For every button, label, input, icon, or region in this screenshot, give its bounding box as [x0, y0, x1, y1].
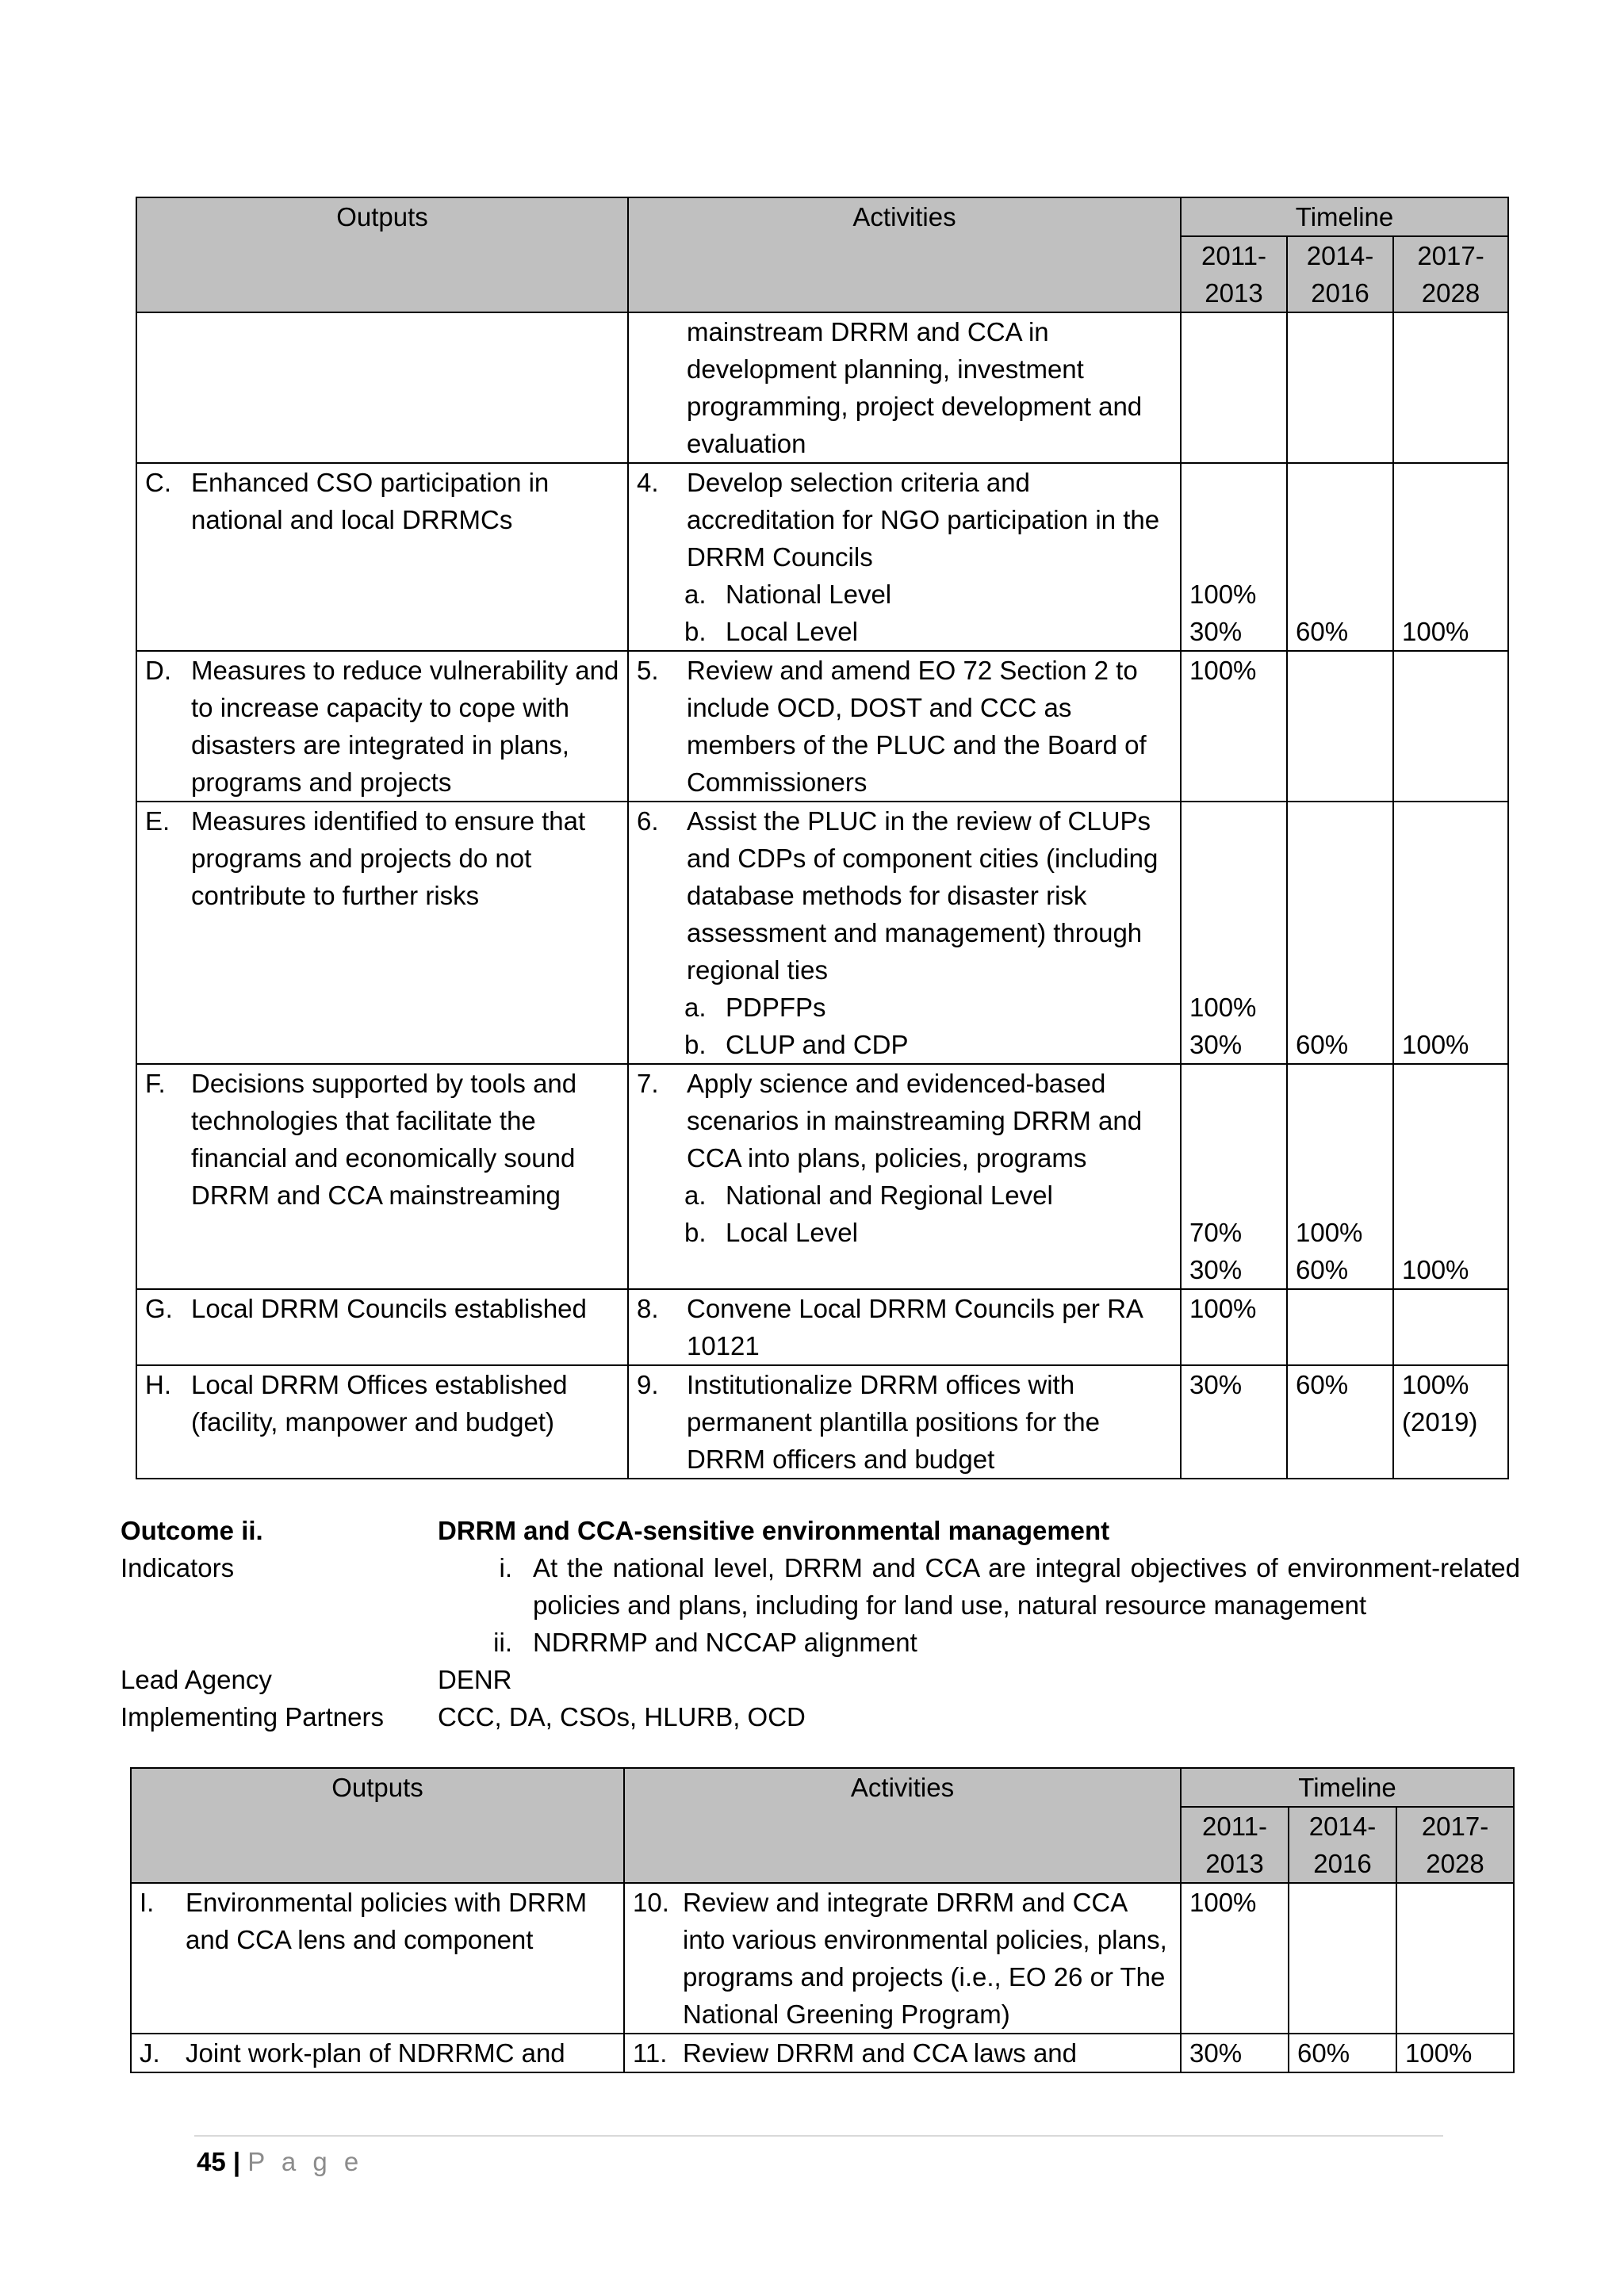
output-text: Local DRRM Offices established (facility, manpower and budget) — [191, 1370, 568, 1437]
activity-cell — [628, 651, 1181, 802]
timeline-cell — [1393, 463, 1508, 651]
sub-letter: a. — [684, 580, 707, 609]
timeline-cell — [1181, 802, 1287, 1064]
partners-row — [121, 1698, 1520, 1735]
lead-agency-label: Lead Agency — [121, 1665, 272, 1694]
timeline-cell — [1287, 463, 1393, 651]
output-text: Measures identified to ensure that programs and projects do not contribute to further risks — [191, 806, 586, 910]
output-letter: J. — [140, 2038, 160, 2068]
timeline-cell — [1393, 802, 1508, 1064]
activity-text: Develop selection criteria and accreditation for NGO participation in the DRRM Councils — [687, 468, 1160, 572]
outputs-header: Outputs — [136, 197, 628, 312]
period-header: 2011-2013 — [1181, 236, 1287, 312]
activity-text: Apply science and evidenced-based scenarios in mainstreaming DRRM and CCA into plans, policies, programs — [687, 1069, 1143, 1173]
lead-agency-value: DENR — [438, 1665, 512, 1694]
period-header: 2011-2013 — [1181, 1807, 1289, 1883]
timeline-cell: 60% — [1287, 1365, 1393, 1479]
indicator-text: At the national level, DRRM and CCA are integral objectives of environment-related policies and plans, including for land use, natural resource management — [533, 1553, 1520, 1620]
output-cell — [136, 1289, 628, 1365]
indicator-roman: i. — [499, 1553, 512, 1582]
activity-cell — [628, 1064, 1181, 1289]
output-cell — [136, 651, 628, 802]
sub-letter: b. — [684, 1218, 707, 1247]
indicator-roman: ii. — [493, 1628, 512, 1657]
timeline-value: 100% — [1402, 617, 1469, 646]
timeline-value — [1402, 576, 1500, 613]
timeline-value: 100% — [1402, 1030, 1469, 1059]
activity-text: Review DRRM and CCA laws and — [683, 2038, 1078, 2068]
timeline-cell — [1287, 651, 1393, 802]
timeline-cell: 100% — [1396, 2034, 1514, 2072]
timeline-value: 60% — [1296, 617, 1349, 646]
activities-header: Activities — [624, 1768, 1181, 1883]
timeline-cell — [1287, 1289, 1393, 1365]
activity-text: Review and amend EO 72 Section 2 to include OCD, DOST and CCC as members of the PLUC and the Board of Commissioners — [687, 656, 1147, 797]
timeline-value — [1402, 1214, 1500, 1251]
activity-cell — [628, 1365, 1181, 1479]
sub-text: National and Regional Level — [726, 1181, 1053, 1210]
sub-text: CLUP and CDP — [726, 1030, 909, 1059]
timeline-value: 30% — [1189, 1255, 1243, 1284]
page-number: 45 — [197, 2147, 226, 2176]
lead-agency-row — [121, 1661, 1520, 1698]
timeline-cell: 100% — [1181, 651, 1287, 802]
timeline-table-2 — [130, 1767, 1515, 2073]
page-label: P a g e — [247, 2147, 364, 2176]
activity-cell — [624, 2034, 1181, 2072]
table-row — [136, 1064, 1508, 1289]
timeline-cell — [1289, 1883, 1396, 2034]
timeline-value — [1296, 576, 1385, 613]
activity-number: 5. — [637, 656, 659, 685]
output-text: Enhanced CSO participation in national and local DRRMCs — [191, 468, 550, 534]
activity-number: 11. — [633, 2038, 668, 2068]
partners-label: Implementing Partners — [121, 1702, 384, 1732]
output-letter: H. — [145, 1370, 171, 1399]
table-row — [131, 1883, 1514, 2034]
output-cell — [136, 802, 628, 1064]
output-cell — [131, 2034, 624, 2072]
activity-text: Assist the PLUC in the review of CLUPs and CDPs of component cities (including database methods for disaster risk assessment and management) through regional ties — [687, 806, 1159, 985]
outcome-heading — [121, 1512, 1520, 1549]
table-row — [131, 2034, 1514, 2072]
activity-number: 8. — [637, 1294, 659, 1323]
activity-text: Institutionalize DRRM offices with permanent plantilla positions for the DRRM officers and budget — [687, 1370, 1100, 1474]
timeline-header: Timeline — [1181, 197, 1508, 236]
timeline-cell: 60% — [1289, 2034, 1396, 2072]
timeline-table-1 — [136, 197, 1509, 1479]
indicators-label: Indicators — [121, 1553, 235, 1582]
activity-text: Review and integrate DRRM and CCA into various environmental policies, plans, programs and projects (i.e., EO 26 or The National Greening Program) — [683, 1888, 1167, 2029]
table-row — [136, 1289, 1508, 1365]
period-header: 2017-2028 — [1393, 236, 1508, 312]
output-cell — [136, 312, 628, 463]
outcome-label: Outcome ii. — [121, 1516, 263, 1545]
table-row — [136, 802, 1508, 1064]
timeline-value: 60% — [1296, 1030, 1349, 1059]
output-letter: E. — [145, 806, 170, 836]
sub-letter: b. — [684, 1030, 707, 1059]
table-header-row — [136, 197, 1508, 236]
timeline-value — [1296, 989, 1385, 1026]
page-footer — [197, 2143, 363, 2180]
activity-number: 4. — [637, 468, 659, 497]
table-row — [136, 651, 1508, 802]
timeline-value: 70% — [1189, 1218, 1243, 1247]
timeline-value: 100% — [1402, 1255, 1469, 1284]
outcome-title: DRRM and CCA-sensitive environmental management — [438, 1516, 1110, 1545]
activity-number: 10. — [633, 1888, 669, 1917]
timeline-value: 30% — [1189, 1030, 1243, 1059]
timeline-header: Timeline — [1181, 1768, 1514, 1807]
timeline-value: 100% — [1189, 993, 1257, 1022]
activity-text: Convene Local DRRM Councils per RA 10121 — [687, 1294, 1143, 1360]
timeline-cell: 100% — [1181, 1289, 1287, 1365]
output-cell — [136, 463, 628, 651]
indicator-item — [438, 1549, 1520, 1624]
period-header: 2014-2016 — [1289, 1807, 1396, 1883]
table-header-row — [131, 1768, 1514, 1807]
timeline-value: 100% — [1189, 580, 1257, 609]
output-text: Joint work-plan of NDRRMC and — [186, 2038, 565, 2068]
timeline-value: 60% — [1296, 1255, 1349, 1284]
output-letter: F. — [145, 1069, 166, 1098]
timeline-cell — [1393, 651, 1508, 802]
outcome-section — [121, 1512, 1520, 1735]
timeline-cell: 30% — [1181, 1365, 1287, 1479]
period-header: 2014-2016 — [1287, 236, 1393, 312]
sub-letter: a. — [684, 993, 707, 1022]
indicators-row — [121, 1549, 1520, 1661]
activity-cell — [628, 312, 1181, 463]
outputs-header: Outputs — [131, 1768, 624, 1883]
footer-divider — [194, 2135, 1443, 2137]
activity-number: 7. — [637, 1069, 659, 1098]
output-letter: I. — [140, 1888, 155, 1917]
timeline-cell: 100% (2019) — [1393, 1365, 1508, 1479]
output-cell — [136, 1365, 628, 1479]
period-header: 2017-2028 — [1396, 1807, 1514, 1883]
activity-cell — [628, 463, 1181, 651]
timeline-value: 100% — [1296, 1218, 1363, 1247]
activities-header: Activities — [628, 197, 1181, 312]
partners-value: CCC, DA, CSOs, HLURB, OCD — [438, 1702, 806, 1732]
timeline-cell: 30% — [1181, 2034, 1289, 2072]
timeline-cell — [1181, 463, 1287, 651]
activity-text: mainstream DRRM and CCA in development planning, investment programming, project development and evaluation — [687, 317, 1143, 458]
timeline-cell — [1287, 802, 1393, 1064]
output-text: Environmental policies with DRRM and CCA lens and component — [186, 1888, 588, 1954]
sub-letter: a. — [684, 1181, 707, 1210]
indicator-text: NDRRMP and NCCAP alignment — [533, 1628, 917, 1657]
sub-text: Local Level — [726, 1218, 858, 1247]
table-row — [136, 312, 1508, 463]
activity-cell — [628, 802, 1181, 1064]
activity-cell — [628, 1289, 1181, 1365]
output-text: Local DRRM Councils established — [191, 1294, 587, 1323]
indicator-item — [438, 1624, 1520, 1661]
output-cell — [131, 1883, 624, 2034]
activity-cell — [624, 1883, 1181, 2034]
sub-text: National Level — [726, 580, 892, 609]
output-letter: C. — [145, 468, 171, 497]
table-row — [136, 1365, 1508, 1479]
sub-text: PDPFPs — [726, 993, 826, 1022]
footer-separator: | — [232, 2147, 241, 2176]
timeline-cell — [1287, 1064, 1393, 1289]
timeline-cell — [1181, 1064, 1287, 1289]
sub-text: Local Level — [726, 617, 858, 646]
output-text: Decisions supported by tools and technologies that facilitate the financial and economically sound DRRM and CCA mainstreaming — [191, 1069, 577, 1210]
output-cell — [136, 1064, 628, 1289]
activity-number: 6. — [637, 806, 659, 836]
timeline-cell — [1396, 1883, 1514, 2034]
activity-number: 9. — [637, 1370, 659, 1399]
sub-letter: b. — [684, 617, 707, 646]
timeline-value: 30% — [1189, 617, 1243, 646]
timeline-cell — [1393, 1064, 1508, 1289]
output-text: Measures to reduce vulnerability and to increase capacity to cope with disasters are integrated in plans, programs and projects — [191, 656, 619, 797]
output-letter: G. — [145, 1294, 173, 1323]
timeline-cell: 100% — [1181, 1883, 1289, 2034]
timeline-value — [1402, 989, 1500, 1026]
table-row — [136, 463, 1508, 651]
timeline-cell — [1393, 1289, 1508, 1365]
output-letter: D. — [145, 656, 171, 685]
